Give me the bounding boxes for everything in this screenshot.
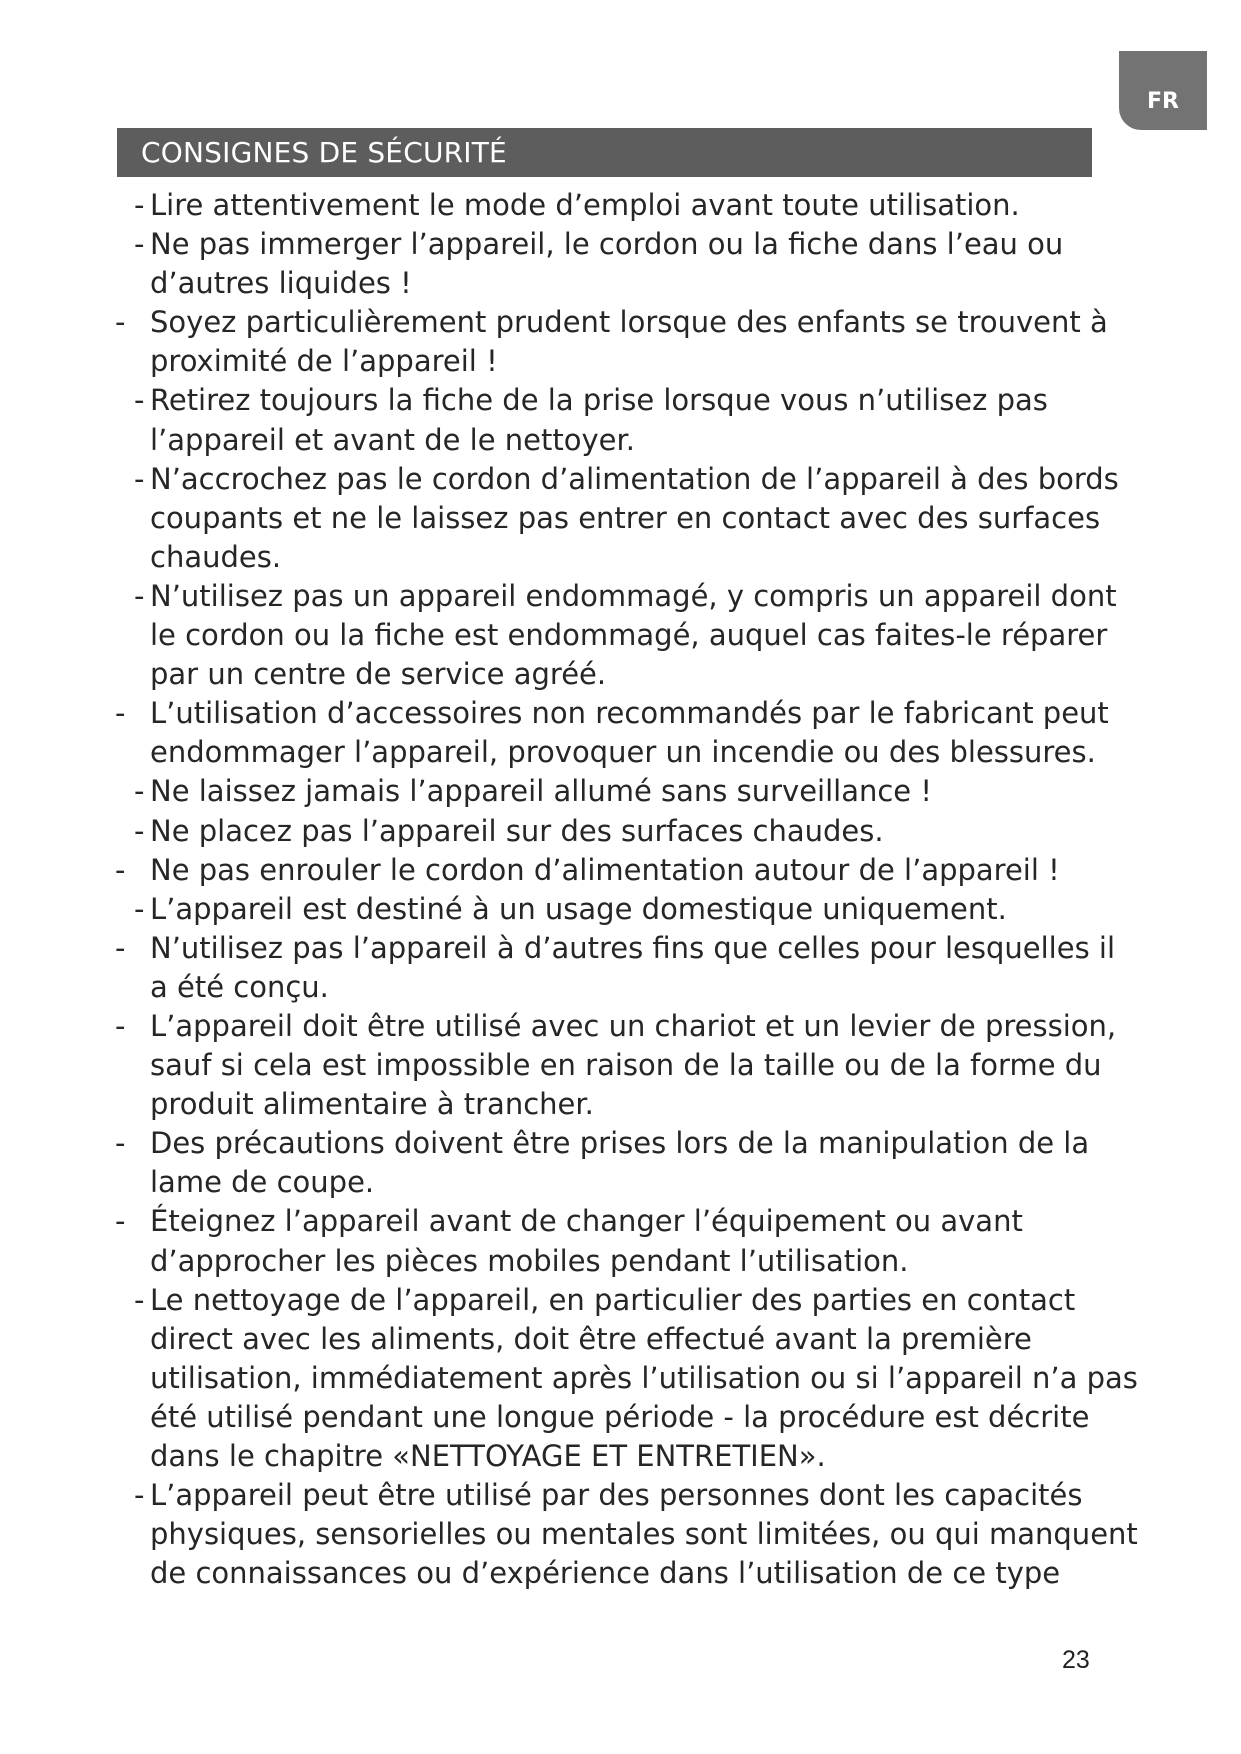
list-item [110,851,1140,890]
list-item [110,225,1140,303]
list-item-text: Ne pas immerger l’appareil, le cordon ou la fiche dans l’eau ou d’autres liquides ! [150,227,1064,301]
list-item [110,1007,1140,1124]
list-item-text: L’utilisation d’accessoires non recommandés par le fabricant peut endommager l’appareil, provoquer un incendie ou des blessures. [150,696,1109,770]
list-item [110,1202,1140,1280]
bullet-dash: - [115,696,126,731]
page-number: 23 [1062,1646,1090,1674]
bullet-dash: - [134,383,145,418]
list-item-text: Soyez particulièrement prudent lorsque des enfants se trouvent à proximité de l’appareil ! [150,305,1108,379]
list-item [110,694,1140,772]
bullet-dash: - [115,1204,126,1239]
bullet-dash: - [134,461,145,496]
bullet-dash: - [115,852,126,887]
list-item-text: L’appareil doit être utilisé avec un chariot et un levier de pression, sauf si cela est impossible en raison de la taille ou de la forme du produit alimentaire à trancher. [150,1008,1117,1122]
list-item-text: N’utilisez pas l’appareil à d’autres fins que celles pour lesquelles il a été conçu. [150,930,1116,1004]
safety-instructions-list [110,186,1140,1593]
list-item [110,812,1140,851]
list-item-text: Ne laissez jamais l’appareil allumé sans surveillance ! [150,774,932,809]
list-item [110,381,1140,459]
list-item-text: L’appareil est destiné à un usage domestique uniquement. [150,891,1007,926]
list-item-text: Des précautions doivent être prises lors de la manipulation de la lame de coupe. [150,1126,1090,1200]
list-item-text: N’utilisez pas un appareil endommagé, y compris un appareil dont le cordon ou la fiche est endommagé, auquel cas faites-le réparer par un centre de service agréé. [150,578,1117,692]
list-item [110,577,1140,694]
list-item-text: N’accrochez pas le cordon d’alimentation de l’appareil à des bords coupants et ne le laissez pas entrer en contact avec des surfaces chaudes. [150,461,1119,574]
list-item-text: Ne placez pas l’appareil sur des surfaces chaudes. [150,813,884,848]
bullet-dash: - [134,227,145,262]
list-item-text: Retirez toujours la fiche de la prise lorsque vous n’utilisez pas l’appareil et avant de le nettoyer. [150,383,1048,457]
list-item-text: L’appareil peut être utilisé par des personnes dont les capacités physiques, sensorielles ou mentales sont limitées, ou qui manquent de connaissances ou d’expérience dans l’utilisation de ce type [150,1478,1138,1591]
bullet-dash: - [115,1126,126,1161]
list-item [110,460,1140,577]
bullet-dash: - [115,1008,126,1043]
bullet-dash: - [115,305,126,340]
list-item-text: Éteignez l’appareil avant de changer l’équipement ou avant d’approcher les pièces mobiles pendant l’utilisation. [150,1204,1023,1278]
list-item-text: Ne pas enrouler le cordon d’alimentation autour de l’appareil ! [150,852,1060,887]
bullet-dash: - [134,891,145,926]
section-title: CONSIGNES DE SÉCURITÉ [117,128,1092,177]
bullet-dash: - [134,578,145,613]
list-item [110,929,1140,1007]
list-item-text: Lire attentivement le mode d’emploi avant toute utilisation. [150,188,1020,222]
list-item [110,186,1140,225]
list-item [110,890,1140,929]
list-item [110,303,1140,381]
bullet-dash: - [134,1478,145,1513]
bullet-dash: - [115,930,126,965]
bullet-dash: - [134,188,145,222]
list-item-text: Le nettoyage de l’appareil, en particulier des parties en contact direct avec les aliments, doit être effectué avant la première utilisation, immédiatement après l’utilisation ou si l’appareil n’a pas été utilisé pendant une longue période - la procédure est décrite dans le chapitre «NETTOYAGE ET ENTRETIEN». [150,1282,1138,1473]
bullet-dash: - [134,813,145,848]
language-tab: FR [1119,51,1207,130]
list-item [110,1281,1140,1476]
bullet-dash: - [134,774,145,809]
list-item [110,1124,1140,1202]
list-item [110,772,1140,811]
list-item [110,1476,1140,1593]
bullet-dash: - [134,1282,145,1317]
